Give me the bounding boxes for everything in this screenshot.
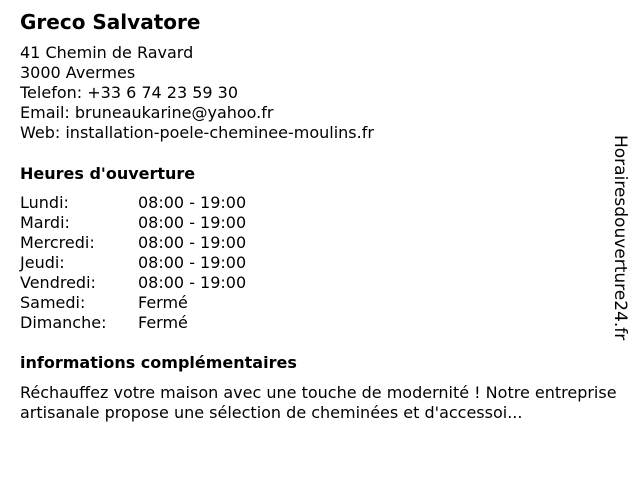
hours-row-vendredi: [20, 273, 280, 293]
time-value: 08:00 - 19:00: [138, 193, 247, 212]
hours-row-dimanche: [20, 313, 280, 333]
day-label: Dimanche:: [20, 313, 107, 332]
business-description: Réchauffez votre maison avec une touche de modernité ! Notre entreprise artisanale propose une sélection de cheminées et d'accessoi...: [20, 383, 617, 422]
hours-heading: Heures d'ouverture: [20, 164, 196, 183]
info-heading: informations complémentaires: [20, 353, 297, 372]
day-label: Mercredi:: [20, 233, 95, 252]
time-value: 08:00 - 19:00: [138, 213, 247, 232]
time-value: 08:00 - 19:00: [138, 233, 247, 252]
time-value: Fermé: [138, 313, 188, 332]
hours-row-mardi: [20, 213, 280, 233]
business-name: Greco Salvatore: [20, 10, 201, 34]
hours-row-jeudi: [20, 253, 280, 273]
day-label: Jeudi:: [20, 253, 65, 272]
street-address: 41 Chemin de Ravard: [20, 43, 194, 62]
email-line: Email: bruneaukarine@yahoo.fr: [20, 103, 274, 122]
opening-hours-table: [20, 193, 280, 333]
day-label: Vendredi:: [20, 273, 96, 292]
hours-row-lundi: [20, 193, 280, 213]
hours-row-samedi: [20, 293, 280, 313]
time-value: Fermé: [138, 293, 188, 312]
day-label: Samedi:: [20, 293, 86, 312]
address-block: [20, 43, 374, 143]
city-address: 3000 Avermes: [20, 63, 136, 82]
web-line: Web: installation-poele-cheminee-moulins.fr: [20, 123, 374, 142]
site-watermark: Horairesdouverture24.fr: [610, 135, 630, 341]
day-label: Mardi:: [20, 213, 70, 232]
day-label: Lundi:: [20, 193, 69, 212]
time-value: 08:00 - 19:00: [138, 253, 247, 272]
phone-line: Telefon: +33 6 74 23 59 30: [20, 83, 239, 102]
hours-row-mercredi: [20, 233, 280, 253]
time-value: 08:00 - 19:00: [138, 273, 247, 292]
